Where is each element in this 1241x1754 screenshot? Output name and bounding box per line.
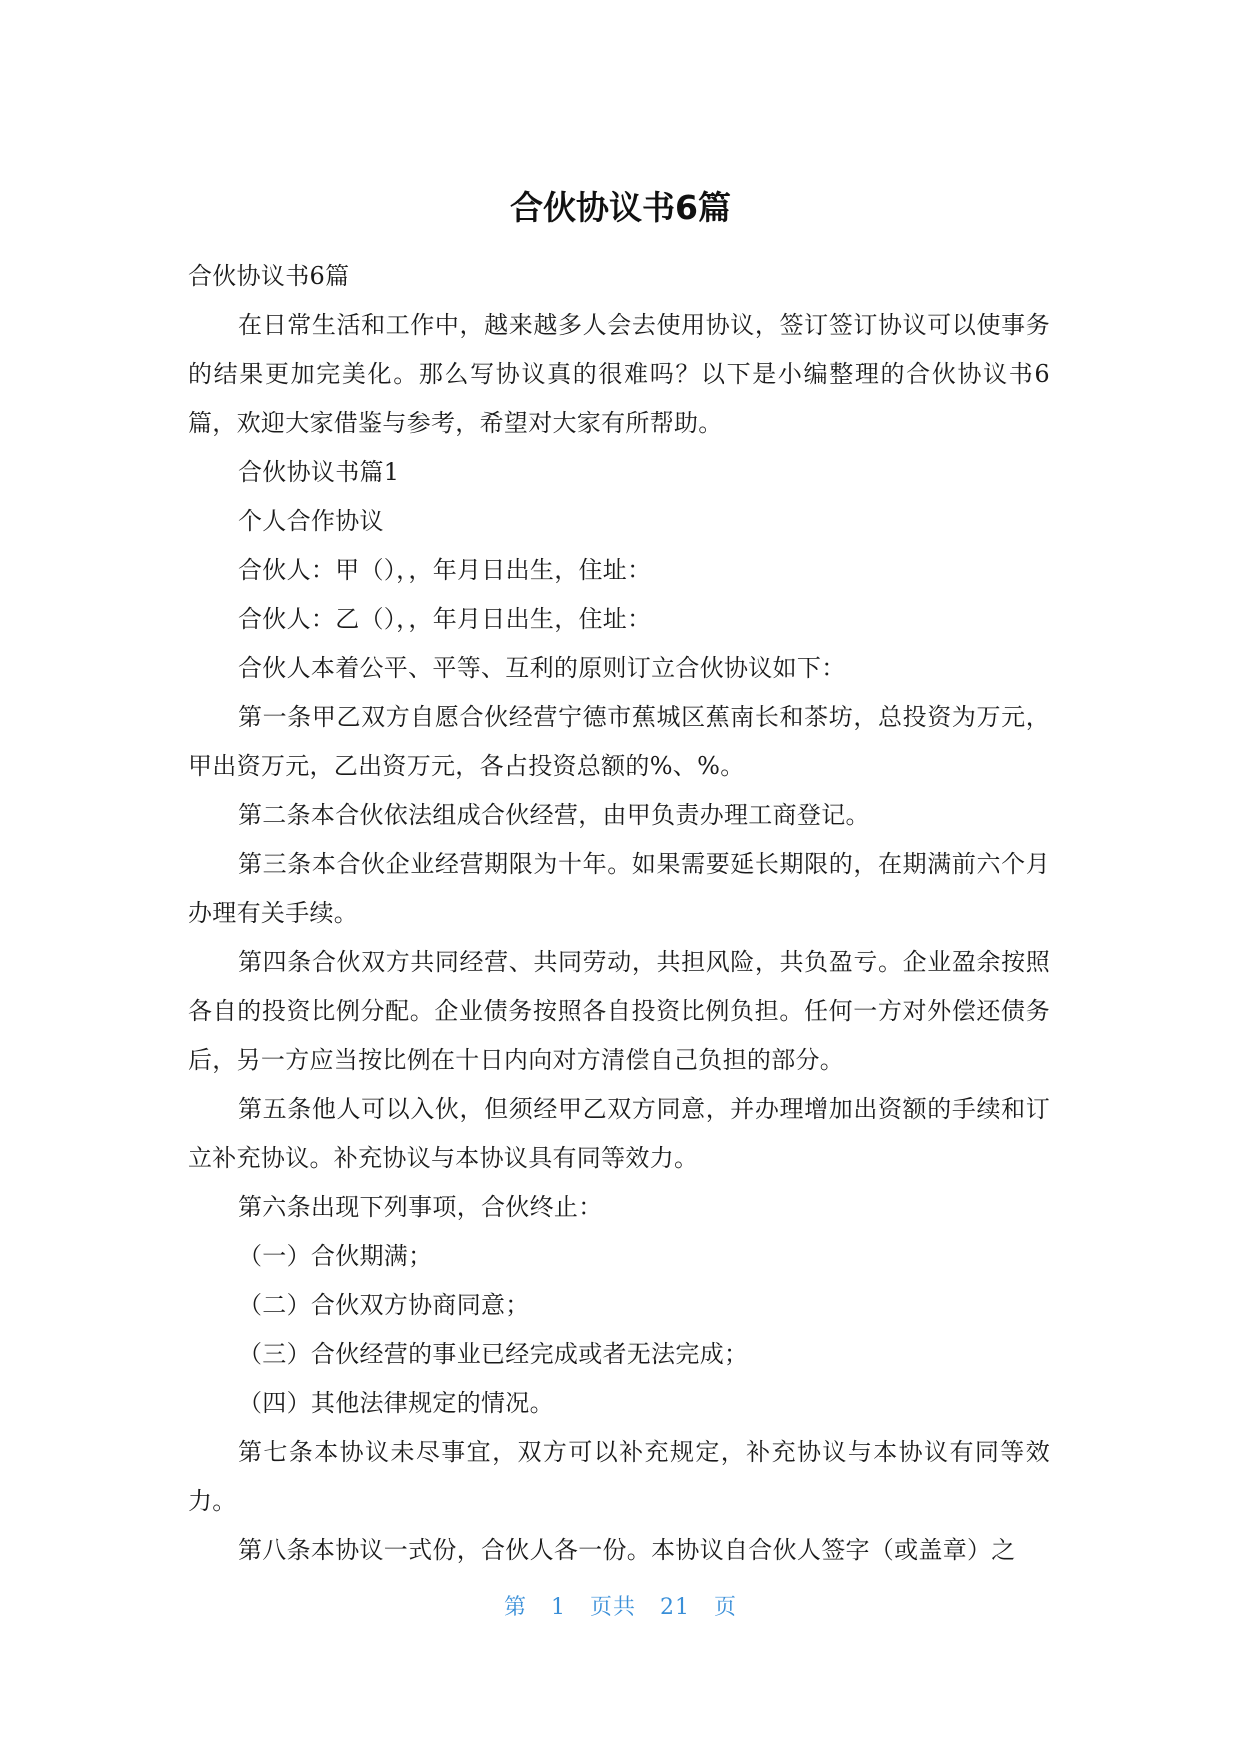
agreement-title: 个人合作协议 [238, 507, 384, 535]
partner-b-line: 合伙人：乙（），，年月日出生，住址： [238, 605, 652, 633]
termination-item: （二）合伙双方协商同意； [238, 1291, 530, 1319]
article-5: 第五条他人可以入伙，但须经甲乙双方同意，并办理增加出资额的手续和订立补充协议。补充协议与本协议具有同等效力。 [188, 1095, 1050, 1172]
article-2: 第二条本合伙依法组成合伙经营，由甲负责办理工商登记。 [238, 801, 870, 829]
article-4: 第四条合伙双方共同经营、共同劳动，共担风险，共负盈亏。企业盈余按照各自的投资比例分配。企业债务按照各自投资比例负担。任何一方对外偿还债务后，另一方应当按比例在十日内向对方清偿自己负担的部分。 [188, 948, 1050, 1074]
article-1: 第一条甲乙双方自愿合伙经营宁德市蕉城区蕉南长和茶坊，总投资为万元，甲出资万元，乙出资万元，各占投资总额的%、%。 [188, 703, 1050, 780]
principle-paragraph: 合伙人本着公平、平等、互利的原则订立合伙协议如下： [238, 654, 846, 682]
document-subtitle: 合伙协议书6篇 [188, 262, 350, 290]
footer-middle: 页共 [589, 1595, 636, 1620]
footer-total-pages: 21 [660, 1595, 690, 1620]
article-6: 第六条出现下列事项，合伙终止： [238, 1193, 603, 1221]
section-heading: 合伙协议书篇1 [238, 458, 400, 486]
article-3: 第三条本合伙企业经营期限为十年。如果需要延长期限的，在期满前六个月办理有关手续。 [188, 850, 1050, 927]
article-8: 第八条本协议一式份，合伙人各一份。本协议自合伙人签字（或盖章）之 [238, 1536, 1016, 1564]
intro-paragraph: 在日常生活和工作中，越来越多人会去使用协议，签订签订协议可以使事务的结果更加完美化。那么写协议真的很难吗？以下是小编整理的合伙协议书6篇，欢迎大家借鉴与参考，希望对大家有所帮助。 [188, 311, 1050, 437]
termination-item: （一）合伙期满； [238, 1242, 433, 1270]
termination-item: （三）合伙经营的事业已经完成或者无法完成； [238, 1340, 749, 1368]
footer-suffix: 页 [714, 1595, 738, 1620]
partner-a-line: 合伙人：甲（），，年月日出生，住址： [238, 556, 652, 584]
footer-prefix: 第 [503, 1595, 527, 1620]
page-number-footer [0, 1593, 1241, 1623]
document-body [188, 252, 1050, 1575]
document-title: 合伙协议书6篇 [510, 188, 731, 227]
termination-item: （四）其他法律规定的情况。 [238, 1389, 554, 1417]
footer-current-page: 1 [550, 1595, 566, 1620]
article-7: 第七条本协议未尽事宜，双方可以补充规定，补充协议与本协议有同等效力。 [188, 1438, 1050, 1515]
